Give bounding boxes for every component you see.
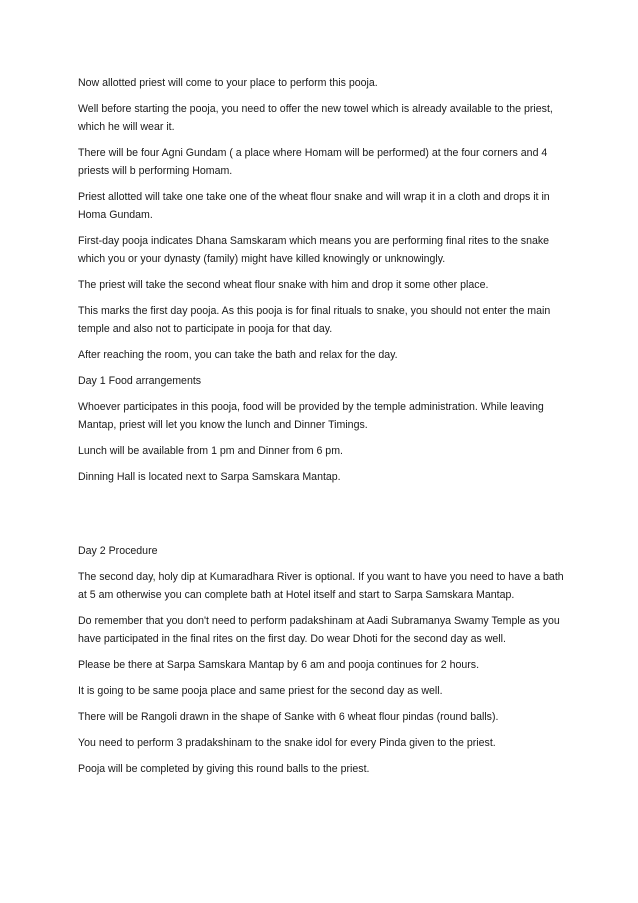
paragraph: There will be Rangoli drawn in the shape of Sanke with 6 wheat flour pindas (round balls).	[78, 711, 499, 723]
paragraph: The priest will take the second wheat flour snake with him and drop it some other place.	[78, 279, 489, 291]
section-heading-day1-food: Day 1 Food arrangements	[78, 375, 202, 387]
paragraph: Please be there at Sarpa Samskara Mantap by 6 am and pooja continues for 2 hours.	[78, 659, 480, 671]
paragraph: Lunch will be available from 1 pm and Dinner from 6 pm.	[78, 445, 343, 457]
paragraph: After reaching the room, you can take the bath and relax for the day.	[78, 349, 398, 361]
paragraph: First-day pooja indicates Dhana Samskaram which means you are performing final rites to the snake which you or your dynasty (family) might have killed knowingly or unknowingly.	[78, 235, 550, 265]
paragraph: Pooja will be completed by giving this round balls to the priest.	[78, 763, 370, 775]
paragraph: Whoever participates in this pooja, food will be provided by the temple administration. While leaving Mantap, priest will let you know the lunch and Dinner Timings.	[78, 401, 544, 431]
paragraph: The second day, holy dip at Kumaradhara River is optional. If you want to have you need to have a bath at 5 am otherwise you can complete bath at Hotel itself and start to Sarpa Samskara Mantap.	[78, 571, 564, 601]
paragraph: Do remember that you don't need to perform padakshinam at Aadi Subramanya Swamy Temple as you have participated in the final rites on the first day. Do wear Dhoti for the second day as well.	[78, 615, 560, 645]
paragraph: Well before starting the pooja, you need to offer the new towel which is already available to the priest, which he will wear it.	[78, 103, 553, 133]
blank-space	[78, 494, 564, 542]
section-heading-day2-procedure: Day 2 Procedure	[78, 545, 158, 557]
document-body	[78, 74, 564, 786]
paragraph: You need to perform 3 pradakshinam to the snake idol for every Pinda given to the priest.	[78, 737, 496, 749]
paragraph: There will be four Agni Gundam ( a place where Homam will be performed) at the four corners and 4 priests will b performing Homam.	[78, 147, 548, 177]
paragraph: Priest allotted will take one take one of the wheat flour snake and will wrap it in a cloth and drops it in Homa Gundam.	[78, 191, 550, 221]
paragraph: Now allotted priest will come to your place to perform this pooja.	[78, 77, 378, 89]
paragraph: This marks the first day pooja. As this pooja is for final rituals to snake, you should not enter the main temple and also not to participate in pooja for that day.	[78, 305, 551, 335]
paragraph: Dinning Hall is located next to Sarpa Samskara Mantap.	[78, 471, 341, 483]
paragraph: It is going to be same pooja place and same priest for the second day as well.	[78, 685, 443, 697]
